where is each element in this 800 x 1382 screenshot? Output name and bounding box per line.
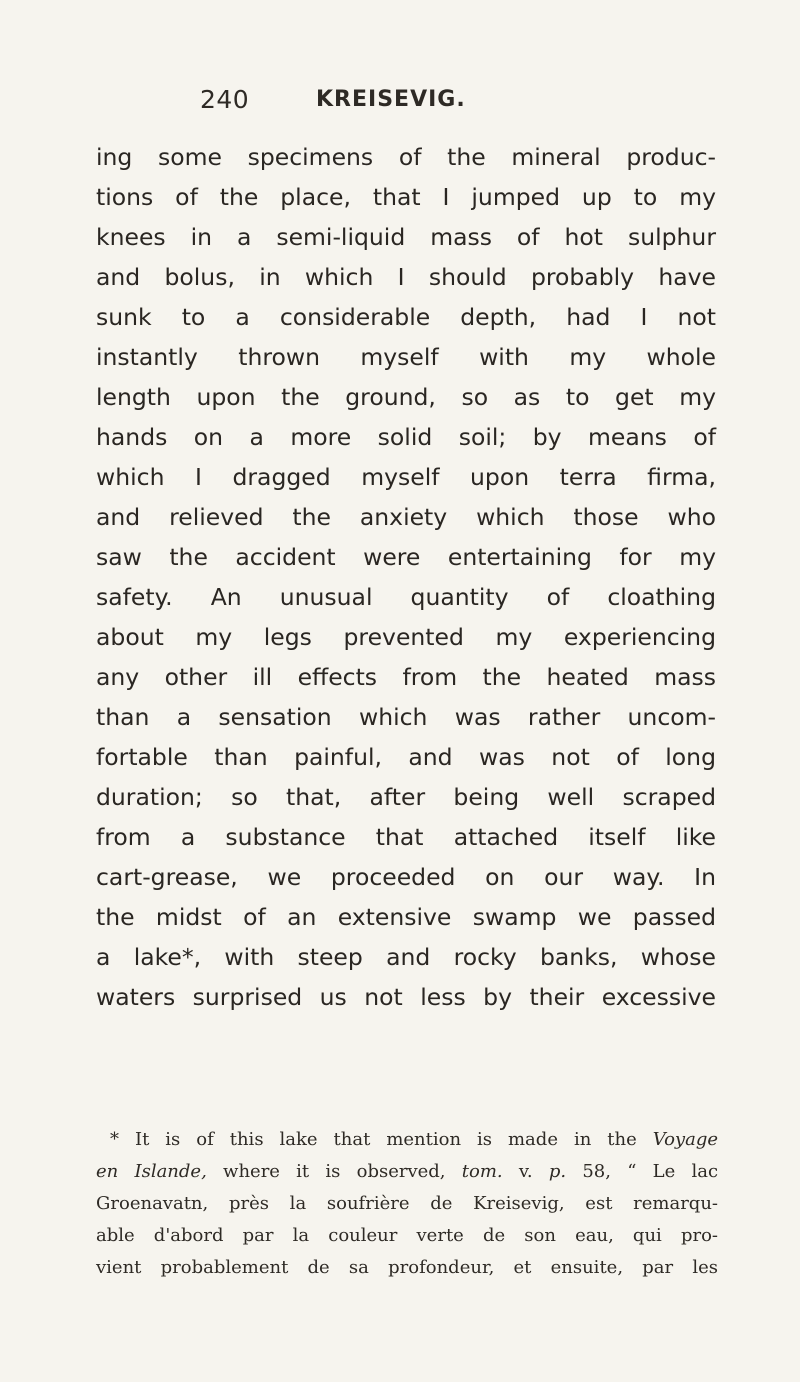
footnote-italic-title: Voyage: [652, 1129, 718, 1150]
text-line: instantly thrown myself with my whole: [96, 343, 716, 371]
text-line: the midst of an extensive swamp we passed: [96, 903, 716, 931]
text-line: which I dragged myself upon terra firma,: [96, 463, 716, 491]
text-line: safety. An unusual quantity of cloathing: [96, 583, 716, 611]
text-line: waters surprised us not less by their excessive: [96, 983, 716, 1011]
text-line: about my legs prevented my experiencing: [96, 623, 716, 651]
footnote-italic-title: en Islande,: [96, 1161, 207, 1182]
footnote-text: v.: [502, 1161, 549, 1182]
page-header: [0, 85, 800, 125]
footnote-line: Groenavatn, près la soufrière de Kreisevig, est remarqu-: [96, 1193, 718, 1214]
text-line: length upon the ground, so as to get my: [96, 383, 716, 411]
text-line: any other ill effects from the heated mass: [96, 663, 716, 691]
text-line: than a sensation which was rather uncom-: [96, 703, 716, 731]
footnote-line: [96, 1156, 718, 1188]
footnote: [96, 1124, 718, 1284]
text-line: cart-grease, we proceeded on our way. In: [96, 863, 716, 891]
text-line: saw the accident were entertaining for my: [96, 543, 716, 571]
running-head: KREISEVIG.: [316, 87, 466, 112]
text-line: and relieved the anxiety which those who: [96, 503, 716, 531]
text-line: sunk to a considerable depth, had I not: [96, 303, 716, 331]
footnote-line: vient probablement de sa profondeur, et ensuite, par les: [96, 1257, 718, 1278]
footnote-text: * It is of this lake that mention is made in the: [110, 1129, 637, 1150]
footnote-text: 58, “ Le lac: [566, 1161, 719, 1182]
text-line: knees in a semi-liquid mass of hot sulphur: [96, 223, 716, 251]
text-line: duration; so that, after being well scraped: [96, 783, 716, 811]
text-line: a lake*, with steep and rocky banks, whose: [96, 943, 716, 971]
text-line: fortable than painful, and was not of long: [96, 743, 716, 771]
footnote-line: able d'abord par la couleur verte de son eau, qui pro-: [96, 1225, 718, 1246]
footnote-italic-ref: tom.: [461, 1161, 503, 1182]
text-line: from a substance that attached itself like: [96, 823, 716, 851]
text-line: hands on a more solid soil; by means of: [96, 423, 716, 451]
text-line: and bolus, in which I should probably have: [96, 263, 716, 291]
text-line: tions of the place, that I jumped up to my: [96, 183, 716, 211]
footnote-text: where it is observed,: [206, 1161, 462, 1182]
body-text: [96, 137, 716, 1017]
footnote-italic-ref: p.: [548, 1161, 567, 1182]
page-number: 240: [200, 85, 250, 114]
text-line: ing some specimens of the mineral produc-: [96, 143, 716, 171]
footnote-line: [96, 1124, 718, 1156]
